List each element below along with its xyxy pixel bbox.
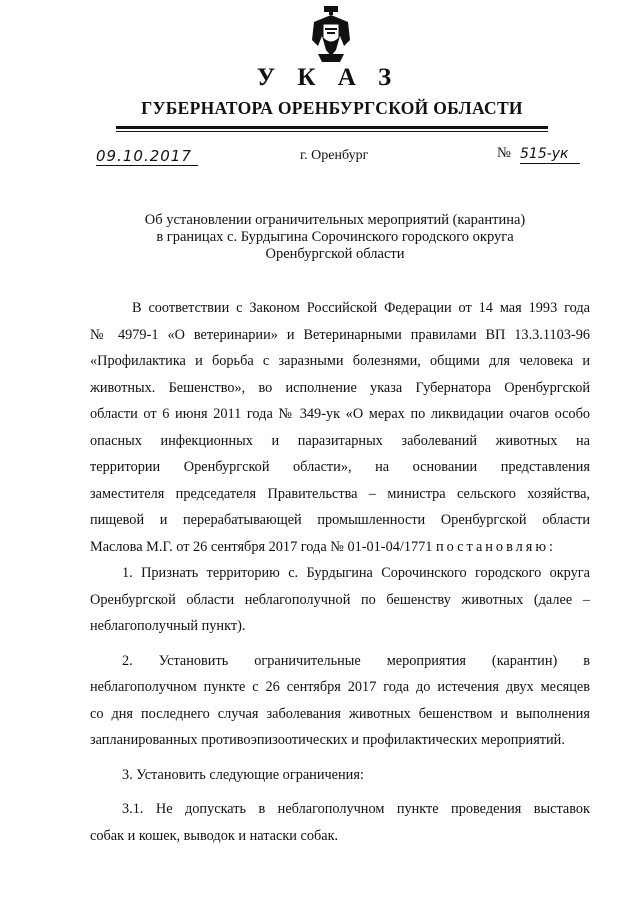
paragraph-item-1	[90, 560, 590, 640]
text-line: собак и кошек, выводок и натаски собак.	[90, 827, 339, 844]
issuer-title: ГУБЕРНАТОРА ОРЕНБУРГСКОЙ ОБЛАСТИ	[141, 98, 523, 118]
text-line: 3.1. Не допускать в неблагополучном пункте проведения выставок	[122, 801, 590, 817]
heading-line: в границах с. Бурдыгина Сорочинского городского округа	[156, 229, 514, 245]
paragraph-gap	[90, 640, 590, 648]
text-line: заместителя председателя Правительства – министра сельского хозяйства,	[90, 485, 590, 502]
text-line: 2. Установить ограничительные мероприятия (карантин) в	[122, 652, 590, 669]
document-number-label: №	[497, 145, 511, 161]
decree-formula: постановляю:	[436, 538, 557, 555]
text-line: запланированных противоэпизоотических и профилактических мероприятий.	[90, 732, 565, 748]
text-line: неблагополучный пункт).	[90, 618, 246, 634]
coat-of-arms-icon	[310, 6, 352, 64]
paragraph-item-2	[90, 648, 590, 754]
paragraph-gap	[90, 788, 590, 796]
document-number: 515-ук	[520, 146, 580, 164]
header-rule-thin	[116, 131, 548, 132]
text-line	[90, 534, 590, 561]
heading-line: Оренбургской области	[265, 246, 405, 262]
document-heading	[140, 212, 530, 263]
document-date: 09.10.2017	[96, 147, 198, 166]
document-type-title: У К А З	[256, 64, 400, 91]
text-line: В соответствии с Законом Российской Федерации от 14 мая 1993 года	[132, 300, 590, 316]
text-line: территории Оренбургской области», на основании представления	[90, 459, 590, 475]
paragraph-preamble	[90, 295, 590, 560]
text-line: животных. Бешенство», во исполнение указа Губернатора Оренбургской	[90, 379, 590, 396]
text-line: опасных инфекционных и паразитарных заболеваний животных на	[90, 432, 590, 449]
paragraph-item-3	[90, 762, 590, 789]
text-line: 3. Установить следующие ограничения:	[122, 766, 364, 783]
heading-line: Об установлении ограничительных мероприятий (карантина)	[144, 212, 526, 228]
text-line: со дня последнего случая заболевания животных бешенством и выполнения	[90, 705, 590, 722]
text-line: пищевой и перерабатывающей промышленности Оренбургской области	[90, 512, 590, 528]
text-line: «Профилактика и борьба с заразными болезнями, общими для человека и	[90, 353, 590, 369]
text-line: 1. Признать территорию с. Бурдыгина Сорочинского городского округа	[122, 565, 590, 581]
text-segment: Маслова М.Г. от 26 сентября 2017 года № 01-01-04/1771	[90, 538, 437, 555]
paragraph-item-3-1	[90, 796, 590, 849]
text-line: неблагополучном пункте с 26 сентября 2017 года до истечения двух месяцев	[90, 679, 590, 695]
header-rule-thick	[116, 126, 548, 129]
text-line: № 4979-1 «О ветеринарии» и Ветеринарными правилами ВП 13.3.1103-96	[90, 326, 590, 343]
document-body	[90, 295, 590, 849]
document-city: г. Оренбург	[300, 148, 369, 163]
paragraph-gap	[90, 754, 590, 762]
text-line: Оренбургской области неблагополучной по бешенству животных (далее –	[90, 591, 590, 608]
text-line: области от 6 июня 2011 года № 349-ук «О мерах по ликвидации очагов особо	[90, 406, 590, 422]
